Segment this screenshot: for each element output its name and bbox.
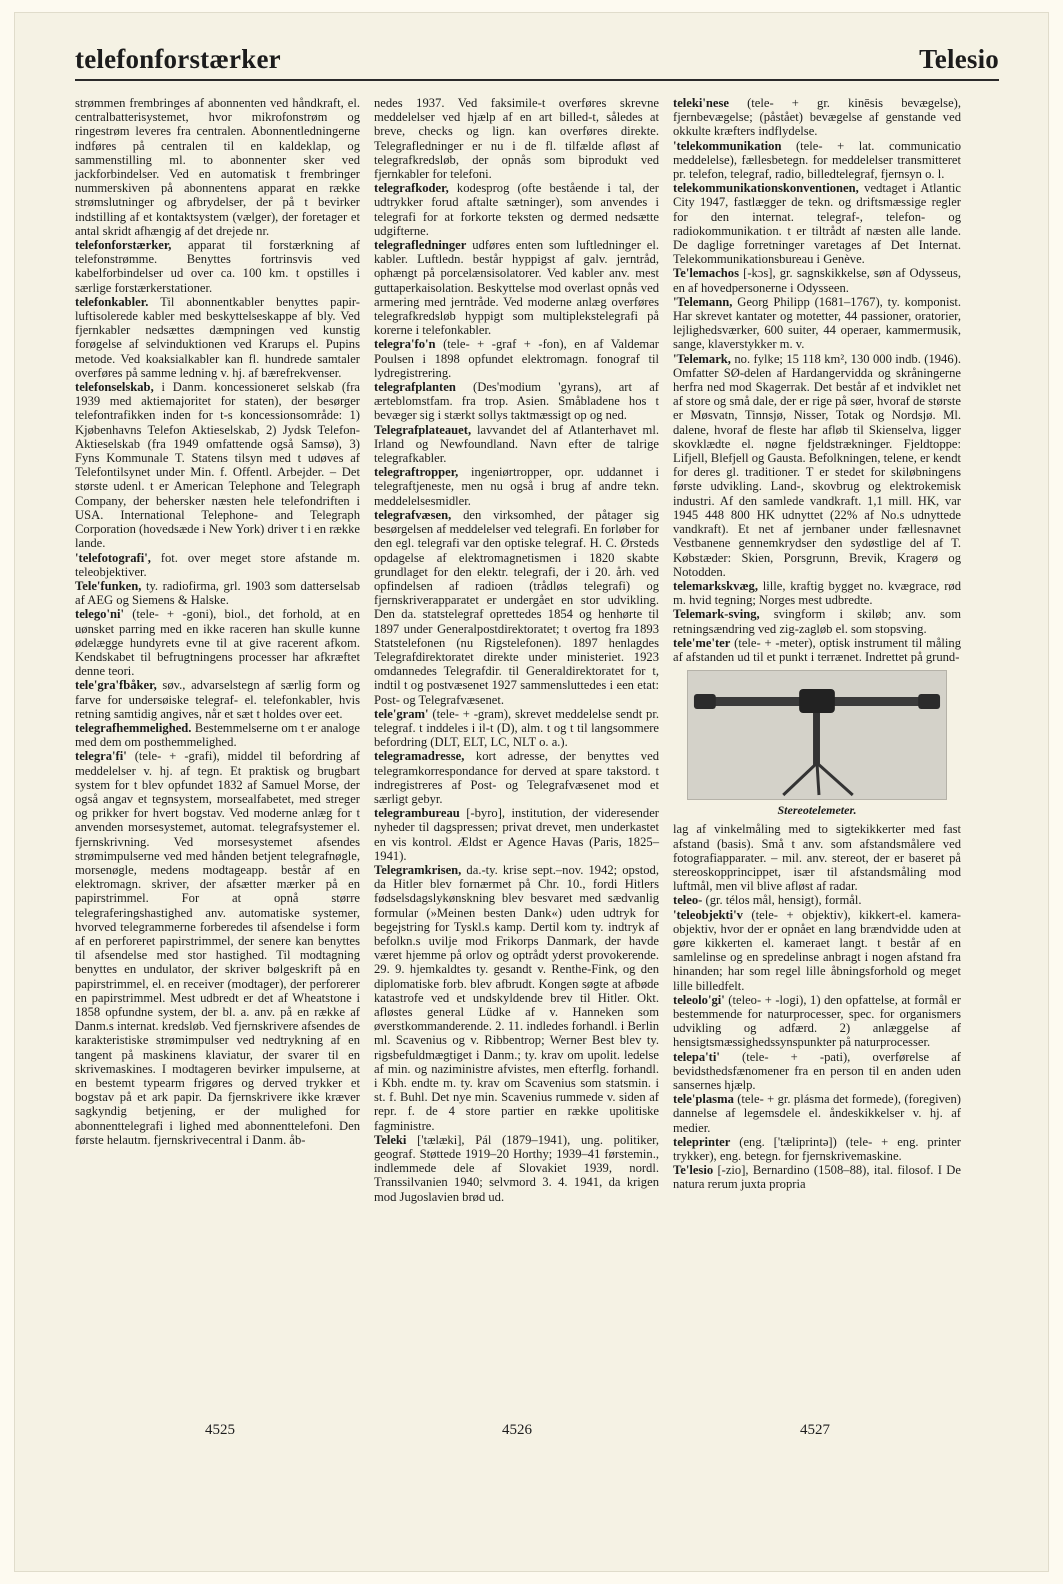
entry-text: den virksomhed, der påtager sig besørgelsen af meddelelser ved telegrafi. En forløber for den egl. telegrafi var den optiske telegraf. H. C. Ørsteds opdagelse af elektromagnetismen i 1820 skabte grundlaget for den elektr. telegrafi, der i 20. årh. ved opfindelsen af radioen (trådløs telegrafi) og fjernskriverapparatet er undergået en stor udvikling. Den da. statstelegraf oprettedes 1854 og henhørte til 1897 under Generalpostdirektoratet; t overtog fra 1893 Statstelefonen (nu Rigstelefonen). 1897 henlagdes Telegrafdirektoratet direkte under ministeriet. 1923 omdannedes Telegrafdir. til Generaldirektoratet for t, indtil t og postvæsenet 1927 sammensluttedes i een etat: Post- og Telegrafvæsenet. xyxy=(374,507,659,707)
dictionary-entry xyxy=(673,908,961,993)
entry-text: ['tælæki], Pál (1879–1941), ung. politiker, geograf. Støttede 1919–20 Horthy; 1939–41 førstemin., indlemmede dele af Slovakiet 1939, nordl. Transsilvanien 1940; selvmord 3. 4. 1941, da krigen mod Jugoslavien brød ud. xyxy=(374,1132,659,1204)
dictionary-entry xyxy=(374,380,659,423)
dictionary-entry xyxy=(75,749,360,1147)
entry-text: da.-ty. krise sept.–nov. 1942; opstod, da Hitler blev fornærmet på Chr. 10., fordi Hitlers fødselsdagslykønskning blev besvaret med sædvanlig formular (»Meinen besten Dank«) uden udtryk for begejstring for Tyskl.s kamp. Dertil kom ty. indtryk af befolkn.s uvilje mod Frikorps Danmark, der havde været hjemme på orlov og optrådt yderst provokerende. 29. 9. hjemkaldtes ty. gesandt v. Renthe-Fink, og den diplomatiske forb. blev afbrudt. Kongen søgte at afbøde katastrofe ved et undskyldende brev til Hitler. Okt. afløstes general Lüdke af v. Hanneken som øverstkommanderende. 2. 11. indledes forhandl. i Berlin ml. Scavenius og v. Ribbentrop; Werner Best blev ty. rigsbefuldmægtiget i Danm.; ty. krav om upolit. ledelse af min. og naziministre afvistes, men efterflg. forhandl. i Kbh. endte m. ty. krav om Scavenius som statsmin. i st. f. Buhl. Det nye min. Scavenius rummede v. siden af repr. f. de 4 store partier en række upolitiske fagministre. xyxy=(374,862,659,1133)
dictionary-entry xyxy=(75,607,360,678)
entry-text: fot. over meget store afstande m. teleobjektiver. xyxy=(75,550,360,579)
dictionary-entry xyxy=(75,238,360,295)
entry-text: (tele- + gr. plásma det formede), (foregiven) dannelse af legemsdele el. åndeskikkelser v. hj. af medier. xyxy=(673,1092,961,1135)
dictionary-entry xyxy=(673,1135,961,1163)
entry-text: kort adresse, der benyttes ved telegramkorrespondance for derved at spare takstord. t indregistreres af Post- og Telegrafvæsenet mod et særligt gebyr. xyxy=(374,749,659,806)
entry-headword: teleprinter xyxy=(673,1134,731,1149)
entry-text: (tele- + -graf + -fon), en af Valdemar Poulsen i 1898 opfundet elektromagn. fonograf til lydregistrering. xyxy=(374,337,659,380)
dictionary-entry xyxy=(75,721,360,749)
entry-headword: telego'ni' xyxy=(75,607,124,622)
entry-headword: Tele'funken, xyxy=(75,578,142,593)
entry-headword: telegrambureau xyxy=(374,806,460,821)
dictionary-entry xyxy=(673,295,961,352)
entry-text: apparat til forstærkning af telefonstrømme. Benyttes fortrinsvis ved kabelforbindelser ud over ca. 100 km. t opstilles i særlige forstærkerstationer. xyxy=(75,238,360,295)
entry-headword: tele'gram' xyxy=(374,706,429,721)
dictionary-entry xyxy=(673,1163,961,1191)
dictionary-entry xyxy=(673,822,961,893)
entry-headword: telekommunikationskonventionen, xyxy=(673,181,859,196)
dictionary-entry xyxy=(75,96,360,238)
dictionary-entry xyxy=(374,96,659,181)
entry-headword: telegraftropper, xyxy=(374,465,459,480)
entry-headword: telegrafkoder, xyxy=(374,181,449,196)
entry-headword: telegrafhemmelighed. xyxy=(75,720,192,735)
entry-text: (tele- + -goni), biol., det forhold, at en uønsket parring med en ikke raceren han skulle kunne ødelægge hundyrets evne til at give racerent afkom. Kendskabet til befrugtningens processer har afkræftet denne teori. xyxy=(75,607,360,679)
dictionary-entry xyxy=(374,863,659,1133)
running-head-right: Telesio xyxy=(919,44,999,74)
entry-headword: 'Telemark, xyxy=(673,351,731,366)
entry-headword: 'Telemann, xyxy=(673,294,733,309)
entry-headword: telegra'fi' xyxy=(75,749,127,764)
entry-headword: 'teleobjekti'v xyxy=(673,907,743,922)
entry-text: strømmen frembringes af abonnenten ved håndkraft, el. centralbatterisystemet, hvor mikrofonstrøm og ringestrøm leveres fra centralen. Abonnentledningerne indføres på centralen til en kaldeklap, og sammenstilling ml. to abonnenter sker ved jackforbindelser. Ved en automatisk t frembringer nummerskiven på abonnentens apparat en række strømslutninger og afbrydelser, der på t bevirker indstilling af et kontaktsystem (vælger), der foretager et antal skridt afhængig af det drejede nr. xyxy=(75,96,360,238)
entry-text: Til abonnentkabler benyttes papir-luftisolerede kabler med beskyttelseskappe af bly. Ved fjernkabler nedsættes dæmpningen ved kunstig forøgelse af selvinduktionen ved Krarups el. Pupins metode. Ved koaksialkabler kan fl. hundrede samtaler overføres på samme ledning v. hj. af bærefrekvenser. xyxy=(75,294,360,380)
entry-text: Georg Philipp (1681–1767), ty. komponist. Har skrevet kantater og motetter, 44 passioner, oratorier, lejlighedsværker, 600 suiter, 44 operaer, kammermusik, sange, klaverstykker m. v. xyxy=(673,294,961,352)
dictionary-entry xyxy=(673,893,961,907)
entry-headword: telefonselskab, xyxy=(75,380,154,395)
dictionary-entry xyxy=(374,707,659,750)
entry-text: (Des'modium 'gyrans), art af ærteblomstfam. fra trop. Asien. Småbladene hos t bevæger sig i stærkt sollys taktmæssigt op og ned. xyxy=(374,380,659,423)
entry-headword: teleo- xyxy=(673,893,703,908)
entry-headword: telegrafvæsen, xyxy=(374,507,452,522)
entry-headword: Te'lesio xyxy=(673,1163,714,1178)
entry-text: udføres enten som luftledninger el. kabler. Luftledn. består hyppigst af galv. jerntråd, ophængt på porcelænsisolatorer. Ved kabler anv. mest guttaperkaisolation. Beskyttelse mod overlast opnås ved armering med jerntråde. Ved moderne anlæg overføres telegrafkredsløb hyppigt som multiplekstelegrafi på korerne i telefonkabler. xyxy=(374,238,659,338)
dictionary-entry xyxy=(374,423,659,466)
entry-text: (eng. ['tæliprintə]) (tele- + eng. printer trykker), eng. betegn. for fjernskrivemaskine. xyxy=(673,1134,961,1163)
entry-headword: telemarkskvæg, xyxy=(673,578,758,593)
dictionary-entry xyxy=(374,508,659,707)
entry-text: Bestemmelserne om t er analoge med dem om posthemmelighed. xyxy=(75,720,360,750)
column-2 xyxy=(374,96,659,1204)
entry-text: [-kɔs], gr. sagnskikkelse, søn af Odysseus, en af hovedpersonerne i Odysseen. xyxy=(673,266,961,295)
entry-headword: telegrafledninger xyxy=(374,238,467,253)
entry-text: (tele- + objektiv), kikkert-el. kamera-objektiv, hvor der er opnået en lang brændvidde uden at gøre kikkerten el. kameraet langt. t består af en samlelinse og en spredelinse anbragt i nogen afstand fra hinanden; har som regel lille åbningsforhold og meget lille billedfelt. xyxy=(673,907,961,993)
entry-text: lavvandet del af Atlanterhavet ml. Irland og Newfoundland. Navn efter de talrige telegrafkabler. xyxy=(374,422,659,466)
dictionary-entry xyxy=(75,579,360,607)
entry-text: ingeniørtropper, opr. uddannet i telegraftjeneste, men nu også i brug af andre tekn. meddelelsesmidler. xyxy=(374,465,659,508)
entry-text: [-byro], institution, der videresender nyheder til dagspressen; privat drevet, men underkastet en vis kontrol. Ældst er Agence Havas (Paris, 1825–1941). xyxy=(374,806,659,863)
entry-text: (tele- + -grafi), middel til befordring af meddelelser v. hj. af tegn. Et praktisk og brugbart system for t blev opfundet 1832 af Samuel Morse, der også angav et tegnsystem, morsealfabetet, med streger og prikker for hvert bogstav. Ved moderne anlæg for t anvenden morsesystemet, automat. telegrafsystemer el. fjernskrivning. Ved morsesystemet afsendes strømimpulserne ved med hånden betjent telegrafnøgle, morsenøgle, medens modtageapp. består af en elektromagn. skriver, der afsætter mærker på en papirstrimmel. For at opnå større telegraferingshastighed anv. automatiske systemer, hvorved telegrammerne forberedes til afsendelse i form af en perforeret papirstrimmel, der senere kan benyttes til afsendelse med stor hastighed. Til modtagning benyttes en undulator, der skriver bølgeskrift på en papirstrimmel, el. en receiver (modtager), der perforerer en papirstrimmel. Mest udbredt er det af Wheatstone i 1858 opfundne system, der bl. a. anv. på en række af Danm.s internat. kredsløb. Ved fjernskrivere afsendes de karakteristiske strømimpulser ved nedtrykning af en tangent på maskinens klaviatur, der svarer til en skrivemaskines. I modtageren bevirker impulserne, at en bestemt typearm frigøres og derved trykker et bogstav på et ark papir. Da fjernskrivere ikke kræver sagkyndig betjening, er der mulighed for abonnenttelegrafi i lighed med abonnenttelefoni. Den første helautm. fjernskrivecentral i Danm. åb- xyxy=(75,749,360,1147)
dictionary-entry xyxy=(673,266,961,294)
entry-text: [-zio], Bernardino (1508–88), ital. filosof. I De natura rerum juxta propria xyxy=(673,1163,961,1192)
entry-headword: 'telekommunikation xyxy=(673,138,782,153)
dictionary-entry xyxy=(374,749,659,806)
dictionary-entry xyxy=(673,579,961,607)
stereotelemeter-photo xyxy=(687,670,947,800)
dictionary-entry xyxy=(673,1092,961,1135)
dictionary-entry xyxy=(673,1050,961,1093)
dictionary-entry xyxy=(673,636,961,664)
entry-headword: 'telefotografi', xyxy=(75,550,151,565)
entry-headword: Telegrafplateauet, xyxy=(374,422,472,437)
dictionary-entry xyxy=(374,1133,659,1204)
entry-text: (gr. télos mål, hensigt), formål. xyxy=(702,893,862,908)
column-1 xyxy=(75,96,360,1147)
entry-headword: Telemark-sving, xyxy=(673,607,760,622)
entry-text: svingform i skiløb; anv. som retningsændring ved zig-zagløb el. som stopsving. xyxy=(673,607,961,636)
dictionary-entry xyxy=(374,337,659,380)
dictionary-entry xyxy=(374,806,659,863)
page-number-left: 4525 xyxy=(205,1422,235,1438)
header-rule xyxy=(75,79,999,81)
dictionary-entry xyxy=(75,380,360,550)
entry-text: (tele- + -meter), optisk instrument til måling af afstanden ud til et punkt i terrænet. Indrettet på grund- xyxy=(673,635,961,664)
entry-text: (tele- + -gram), skrevet meddelelse sendt pr. telegraf. t inddeles i il-t (D), alm. t og t til langsommere befordring (DLT, ELT, LC, NLT o. a.). xyxy=(374,706,659,750)
entry-text: kodesprog (ofte bestående i tal, der udtrykker forud aftalte sætninger), som anvendes i telegrafi for at forkorte teksten og dermed nedsætte udgifterne. xyxy=(374,181,659,238)
entry-headword: Te'lemachos xyxy=(673,266,739,281)
entry-headword: teleki'nese xyxy=(673,96,729,110)
entry-text: (tele- + lat. communicatio meddelelse), fællesbetegn. for meddelelser transmitteret pr. telefon, telegraf, radio, billedtelegraf, fjernsyn o. l. xyxy=(673,138,961,182)
entry-headword: Teleki xyxy=(374,1132,407,1147)
entry-text: (teleo- + -logi), 1) den opfattelse, at formål er bestemmende for naturprocesser, spec. for organismers udvikling og adfærd. 2) anlæggelse af hensigtsmæssighedssynspunkter på naturprocesser. xyxy=(673,992,961,1050)
entry-text: (tele- + -pati), overførelse af bevidsthedsfænomener fra en person til en anden uden sansernes hjælp. xyxy=(673,1049,961,1092)
entry-text: i Danm. koncessioneret selskab (fra 1939 med aktiemajoritet for staten), der besørger telefontrafikken inden for t-s koncessionsområde: 1) Kjøbenhavns Telefon Aktieselskab, 2) Jydsk Telefon-Aktieselskab (fra 1949 omfattende også Samsø), 3) Fyns Kommunale T. Statens tilsyn med t udøves af Telefontilsynet under Min. f. Offentl. Arbejder. – Det største udenl. t er American Telephone and Telegraph Company, der behersker næsten hele telefondriften i USA. International Telephone- and Telegraph Corporation (hovedsæde i New York) driver t i en række lande. xyxy=(75,380,360,551)
entry-text: søv., advarselstegn af særlig form og farve for undersøiske telegraf- el. telefonkabler, hvis retning samtidig angives, når et sæt t holdes over eet. xyxy=(75,678,360,721)
figure-caption: Stereotelemeter. xyxy=(777,803,857,818)
dictionary-entry xyxy=(374,238,659,337)
dictionary-entry xyxy=(673,96,961,139)
entry-text: nedes 1937. Ved faksimile-t overføres skrevne meddelelser ved hjælp af en art billed-t, således at breve, checks og lign. kan overføres direkte. Telegrafledninger er nu i de fl. tilfælde afløst af telegrafkredsløb, der opnås som biprodukt ved fjernkabler for telefoni. xyxy=(374,96,659,182)
entry-headword: Telegramkrisen, xyxy=(374,862,462,877)
entry-headword: telegra'fo'n xyxy=(374,337,436,352)
column-3 xyxy=(673,96,961,1192)
dictionary-entry xyxy=(75,678,360,721)
dictionary-entry xyxy=(673,352,961,579)
dictionary-entry xyxy=(374,465,659,508)
entry-text: ty. radiofirma, grl. 1903 som datterselsab af AEG og Siemens & Halske. xyxy=(75,578,360,608)
entry-headword: tele'me'ter xyxy=(673,635,731,650)
dictionary-entry xyxy=(673,607,961,635)
running-head-left: telefonforstærker xyxy=(75,44,281,74)
dictionary-entry xyxy=(75,295,360,380)
entry-text: lag af vinkelmåling med to sigtekikkerter med fast afstand (basis). Små t anv. som afstandsmålere ved fotografiapparater. – mil. anv. stereot, der er baseret på stereoskopprincippet, især til afstandsmåling mod luftmål, men vil blive afløst af radar. xyxy=(673,822,961,894)
dictionary-entry xyxy=(374,181,659,238)
entry-headword: telefonforstærker, xyxy=(75,238,172,253)
entry-headword: tele'plasma xyxy=(673,1092,734,1107)
dictionary-entry xyxy=(673,993,961,1050)
entry-headword: teleolo'gi' xyxy=(673,992,725,1007)
entry-text: vedtaget i Atlantic City 1947, fastlægger de tekn. og driftsmæssige regler for den internat. telegraf-, telefon- og radiokommunikation. t er tiltrådt af næsten alle lande. De daglige forretninger varetages af Det Internat. Telekommunikationsbureau i Genève. xyxy=(673,181,961,267)
entry-headword: telefonkabler. xyxy=(75,294,149,309)
entry-text: lille, kraftig bygget no. kvægrace, rød m. hvid tegning; Norges mest udbredte. xyxy=(673,578,961,608)
page-number-center: 4526 xyxy=(502,1422,532,1438)
entry-headword: telepa'ti' xyxy=(673,1049,720,1064)
page-number-right: 4527 xyxy=(800,1422,830,1438)
entry-headword: tele'gra'fbåker, xyxy=(75,678,157,693)
dictionary-entry xyxy=(75,551,360,579)
dictionary-entry xyxy=(673,181,961,266)
entry-headword: telegrafplanten xyxy=(374,380,456,395)
entry-headword: telegramadresse, xyxy=(374,749,465,764)
dictionary-entry xyxy=(673,139,961,182)
entry-text: no. fylke; 15 118 km², 130 000 indb. (1946). Omfatter SØ-delen af Hardangervidda og skråningerne herfra ned mod Skagerrak. Det består af et indviklet net af store og små dale, der er rige på søer, hvoraf de største er Møsvatn, Tinnsjø, Nisser, Totak og Nordsjø. Ml. dalene, hvoraf de fleste har afløb til Skienselva, ligger skovklædte el. nøgne fjeldstrækninger. Fjeldtoppe: Lifjell, Blefjell og Gausta. Befolkningen, telene, er kendt for deres gl. traditioner. T er stedet for skiløbningens første udvikling. Land-, skovbrug og elektrokemisk industri. Af den samlede vandkraft. 1,1 mill. HK, var 1945 448 800 HK udnyttet (22% af No.s udnyttede vandkraft). Et net af jernbaner under fællesnavnet Vestbanene gennemkrydser den sydøstlige del af T. Købstæder: Skien, Porsgrunn, Brevik, Kragerø og Notodden. xyxy=(673,351,961,579)
entry-text: (tele- + gr. kinēsis bevægelse), fjernbevægelse; (påstået) bevægelse af genstande ved okkulte kræfters indflydelse. xyxy=(673,96,961,139)
